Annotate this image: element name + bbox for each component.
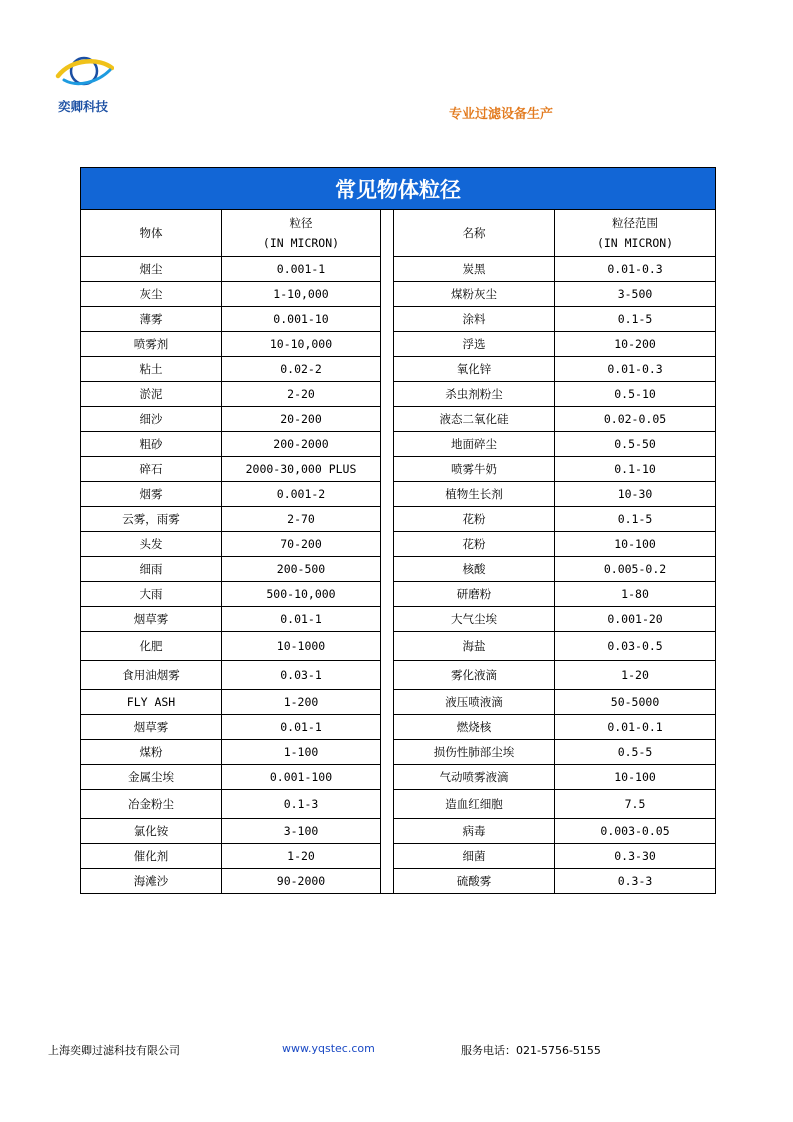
cell-left-size: 1-10,000 (222, 282, 381, 307)
table-row (81, 507, 716, 532)
cell-left-name: 淤泥 (81, 382, 222, 407)
cell-right-name: 浮选 (394, 332, 555, 357)
cell-right-name: 煤粉灰尘 (394, 282, 555, 307)
table-row (81, 332, 716, 357)
cell-right-size: 0.5-50 (555, 432, 716, 457)
table-row (81, 690, 716, 715)
cell-right-size: 10-100 (555, 765, 716, 790)
cell-right-size: 0.003-0.05 (555, 819, 716, 844)
table-row (81, 790, 716, 819)
cell-right-size: 1-80 (555, 582, 716, 607)
cell-left-size: 1-200 (222, 690, 381, 715)
table-row (81, 819, 716, 844)
cell-left-name: 灰尘 (81, 282, 222, 307)
particle-size-table (80, 167, 716, 894)
cell-left-name: 烟雾 (81, 482, 222, 507)
table-row (81, 715, 716, 740)
table-row (81, 869, 716, 894)
table-row (81, 557, 716, 582)
cell-right-size: 7.5 (555, 790, 716, 819)
cell-left-name: FLY ASH (81, 690, 222, 715)
cell-left-size: 2-70 (222, 507, 381, 532)
cell-left-name: 粗砂 (81, 432, 222, 457)
cell-right-name: 细菌 (394, 844, 555, 869)
company-logo (50, 52, 116, 122)
table-title: 常见物体粒径 (81, 168, 716, 210)
cell-left-name: 烟尘 (81, 257, 222, 282)
cell-right-name: 花粉 (394, 532, 555, 557)
cell-right-name: 植物生长剂 (394, 482, 555, 507)
cell-right-name: 液态二氧化硅 (394, 407, 555, 432)
table-row (81, 532, 716, 557)
cell-right-name: 喷雾牛奶 (394, 457, 555, 482)
cell-right-name: 气动喷雾液滴 (394, 765, 555, 790)
table-row (81, 607, 716, 632)
table-row (81, 765, 716, 790)
header-left-size: 粒径 (IN MICRON) (222, 210, 381, 257)
cell-right-size: 0.5-10 (555, 382, 716, 407)
cell-left-name: 冶金粉尘 (81, 790, 222, 819)
cell-left-size: 200-500 (222, 557, 381, 582)
cell-right-size: 0.5-5 (555, 740, 716, 765)
cell-right-name: 氧化锌 (394, 357, 555, 382)
cell-right-name: 病毒 (394, 819, 555, 844)
cell-right-name: 海盐 (394, 632, 555, 661)
cell-right-name: 花粉 (394, 507, 555, 532)
cell-left-size: 500-10,000 (222, 582, 381, 607)
table-row (81, 661, 716, 690)
cell-left-name: 喷雾剂 (81, 332, 222, 357)
cell-right-size: 0.005-0.2 (555, 557, 716, 582)
cell-left-name: 催化剂 (81, 844, 222, 869)
cell-left-size: 3-100 (222, 819, 381, 844)
table-header-row (81, 210, 716, 257)
cell-right-name: 研磨粉 (394, 582, 555, 607)
table-row (81, 307, 716, 332)
cell-left-name: 烟草雾 (81, 715, 222, 740)
cell-right-size: 10-100 (555, 532, 716, 557)
cell-left-name: 细雨 (81, 557, 222, 582)
table-row (81, 632, 716, 661)
header-right-size: 粒径范围 (IN MICRON) (555, 210, 716, 257)
table-row (81, 740, 716, 765)
cell-right-name: 损伤性肺部尘埃 (394, 740, 555, 765)
table-row (81, 257, 716, 282)
cell-left-name: 大雨 (81, 582, 222, 607)
cell-left-size: 2000-30,000 PLUS (222, 457, 381, 482)
table-row (81, 357, 716, 382)
cell-right-name: 大气尘埃 (394, 607, 555, 632)
cell-right-size: 0.02-0.05 (555, 407, 716, 432)
cell-right-name: 杀虫剂粉尘 (394, 382, 555, 407)
cell-right-size: 10-30 (555, 482, 716, 507)
cell-left-size: 70-200 (222, 532, 381, 557)
cell-right-name: 硫酸雾 (394, 869, 555, 894)
cell-right-name: 涂料 (394, 307, 555, 332)
globe-swoosh-icon (54, 52, 114, 96)
cell-right-size: 1-20 (555, 661, 716, 690)
cell-right-size: 0.03-0.5 (555, 632, 716, 661)
cell-right-name: 液压喷液滴 (394, 690, 555, 715)
cell-left-name: 海滩沙 (81, 869, 222, 894)
table-row (81, 282, 716, 307)
cell-left-size: 0.001-2 (222, 482, 381, 507)
cell-left-size: 0.02-2 (222, 357, 381, 382)
cell-right-size: 0.1-5 (555, 507, 716, 532)
column-gap (381, 210, 394, 894)
table-row (81, 407, 716, 432)
cell-left-size: 1-100 (222, 740, 381, 765)
cell-left-size: 200-2000 (222, 432, 381, 457)
cell-right-size: 0.01-0.3 (555, 257, 716, 282)
cell-right-size: 0.3-3 (555, 869, 716, 894)
cell-left-name: 头发 (81, 532, 222, 557)
table-row (81, 382, 716, 407)
cell-right-name: 核酸 (394, 557, 555, 582)
cell-left-name: 氯化铵 (81, 819, 222, 844)
cell-right-size: 3-500 (555, 282, 716, 307)
cell-right-name: 燃烧核 (394, 715, 555, 740)
table-row (81, 844, 716, 869)
cell-left-name: 碎石 (81, 457, 222, 482)
cell-right-size: 50-5000 (555, 690, 716, 715)
table-row (81, 582, 716, 607)
footer-website-link[interactable]: www.yqstec.com (282, 1042, 375, 1055)
cell-right-name: 地面碎尘 (394, 432, 555, 457)
logo-text: 奕卿科技 (57, 99, 108, 114)
cell-left-size: 10-1000 (222, 632, 381, 661)
cell-left-name: 粘土 (81, 357, 222, 382)
cell-left-size: 0.001-10 (222, 307, 381, 332)
table-row (81, 482, 716, 507)
cell-left-size: 10-10,000 (222, 332, 381, 357)
cell-left-size: 0.01-1 (222, 607, 381, 632)
cell-left-name: 金属尘埃 (81, 765, 222, 790)
cell-right-name: 造血红细胞 (394, 790, 555, 819)
cell-right-size: 0.1-10 (555, 457, 716, 482)
cell-left-size: 1-20 (222, 844, 381, 869)
cell-left-size: 20-200 (222, 407, 381, 432)
header-left-name: 物体 (81, 210, 222, 257)
cell-left-name: 细沙 (81, 407, 222, 432)
cell-left-name: 食用油烟雾 (81, 661, 222, 690)
header-right-name: 名称 (394, 210, 555, 257)
cell-right-name: 雾化液滴 (394, 661, 555, 690)
cell-left-name: 化肥 (81, 632, 222, 661)
cell-left-size: 0.01-1 (222, 715, 381, 740)
cell-left-size: 0.001-100 (222, 765, 381, 790)
footer-service-phone: 服务电话：021-5756-5155 (461, 1044, 601, 1057)
cell-right-size: 0.3-30 (555, 844, 716, 869)
cell-right-size: 0.01-0.1 (555, 715, 716, 740)
cell-left-size: 0.1-3 (222, 790, 381, 819)
footer-company-name: 上海奕卿过滤科技有限公司 (48, 1044, 180, 1057)
cell-left-name: 烟草雾 (81, 607, 222, 632)
cell-right-size: 0.01-0.3 (555, 357, 716, 382)
cell-left-name: 薄雾 (81, 307, 222, 332)
cell-left-name: 煤粉 (81, 740, 222, 765)
cell-left-size: 2-20 (222, 382, 381, 407)
cell-right-size: 0.1-5 (555, 307, 716, 332)
table-row (81, 457, 716, 482)
cell-left-size: 0.001-1 (222, 257, 381, 282)
cell-right-size: 0.001-20 (555, 607, 716, 632)
table-row (81, 432, 716, 457)
cell-right-name: 炭黑 (394, 257, 555, 282)
cell-left-name: 云雾，雨雾 (81, 507, 222, 532)
company-slogan: 专业过滤设备生产 (449, 107, 554, 122)
cell-right-size: 10-200 (555, 332, 716, 357)
cell-left-size: 90-2000 (222, 869, 381, 894)
cell-left-size: 0.03-1 (222, 661, 381, 690)
